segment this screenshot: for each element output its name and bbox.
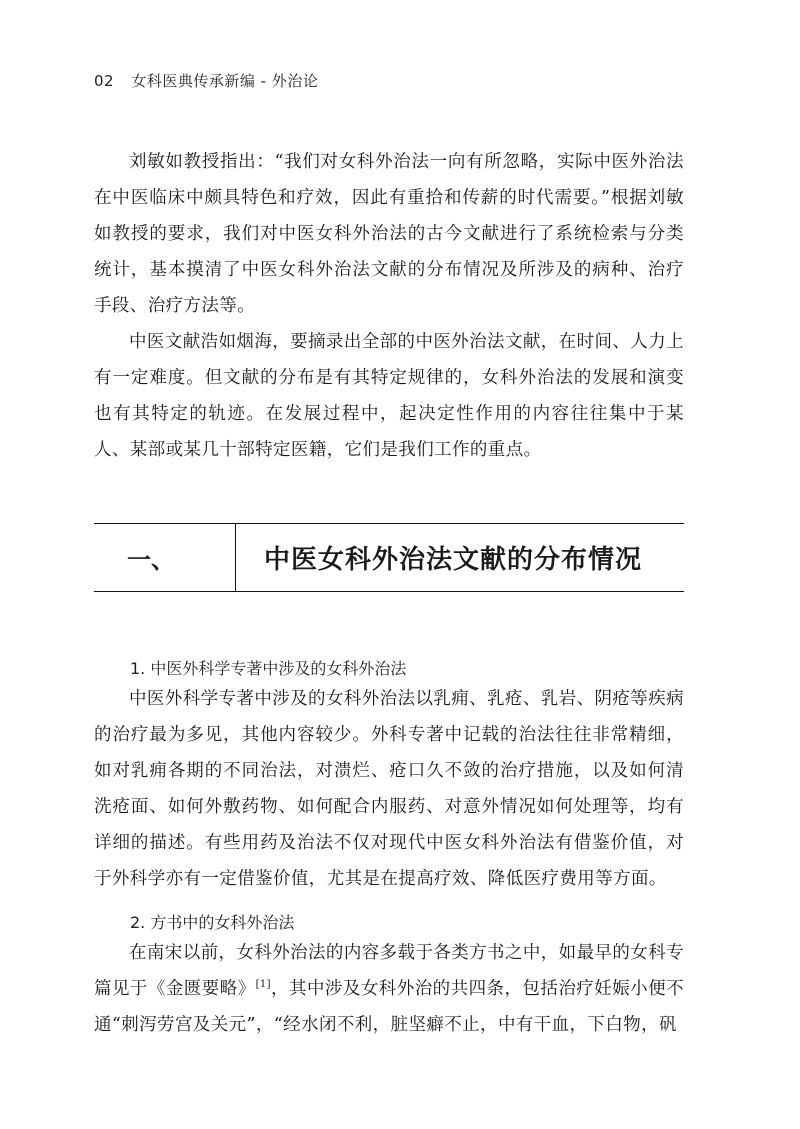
intro-text — [94, 144, 684, 468]
subsection-1-paragraph: 中医外科学专著中涉及的女科外治法以乳痈、乳疮、乳岩、阴疮等疾病的治疗最为多见，其他内容较少。外科专著中记载的治法往往非常精细，如对乳痈各期的不同治法，对溃烂、疮口久不敛的治疗措施，以及如何清洗疮面、如何外敷药物、如何配合内服药、对意外情况如何处理等，均有详细的描述。有些用药及治法不仅对现代中医女科外治法有借鉴价值，对于外科学亦有一定借鉴价值，尤其是在提高疗效、降低医疗费用等方面。 — [94, 689, 684, 889]
subsection-2-body — [94, 935, 684, 1043]
section-number: 一、 — [94, 524, 236, 591]
running-header — [94, 70, 318, 91]
section-heading — [94, 523, 684, 592]
subsection-2-text-after: ，其中涉及女科外治的共四条，包括治疗妊娠小便不通“刺泻劳宫及关元”，“经水闭不利，脏坚癖不止，中有干血，下白物，矾 — [94, 979, 684, 1035]
subsection-2-text-before: 在南宋以前，女科外治法的内容多载于各类方书之中，如最早的女科专篇见于《金匮要略》 — [94, 943, 684, 999]
subsection-1-heading: 1. 中医外科学专著中涉及的女科外治法 — [130, 659, 407, 678]
footnote-marker[interactable]: [1] — [255, 979, 271, 991]
subsection-1-body — [94, 681, 684, 897]
subsection-2-paragraph — [94, 935, 684, 1043]
intro-paragraph-1: 刘敏如教授指出：“我们对女科外治法一向有所忽略，实际中医外治法在中医临床中颇具特色和疗效，因此有重拾和传薪的时代需要。”根据刘敏如教授的要求，我们对中医女科外治法的古今文献进行了系统检索与分类统计，基本摸清了中医女科外治法文献的分布情况及所涉及的病种、治疗手段、治疗方法等。 — [94, 152, 684, 316]
book-title: 女科医典传承新编 - 外治论 — [131, 72, 319, 90]
section-title: 中医女科外治法文献的分布情况 — [264, 545, 643, 575]
page-number: 02 — [94, 72, 115, 90]
intro-paragraph-2: 中医文献浩如烟海，要摘录出全部的中医外治法文献，在时间、人力上有一定难度。但文献的分布是有其特定规律的，女科外治法的发展和演变也有其特定的轨迹。在发展过程中，起决定性作用的内容往往集中于某人、某部或某几十部特定医籍，它们是我们工作的重点。 — [94, 332, 684, 460]
subsection-2-heading: 2. 方书中的女科外治法 — [130, 913, 295, 932]
